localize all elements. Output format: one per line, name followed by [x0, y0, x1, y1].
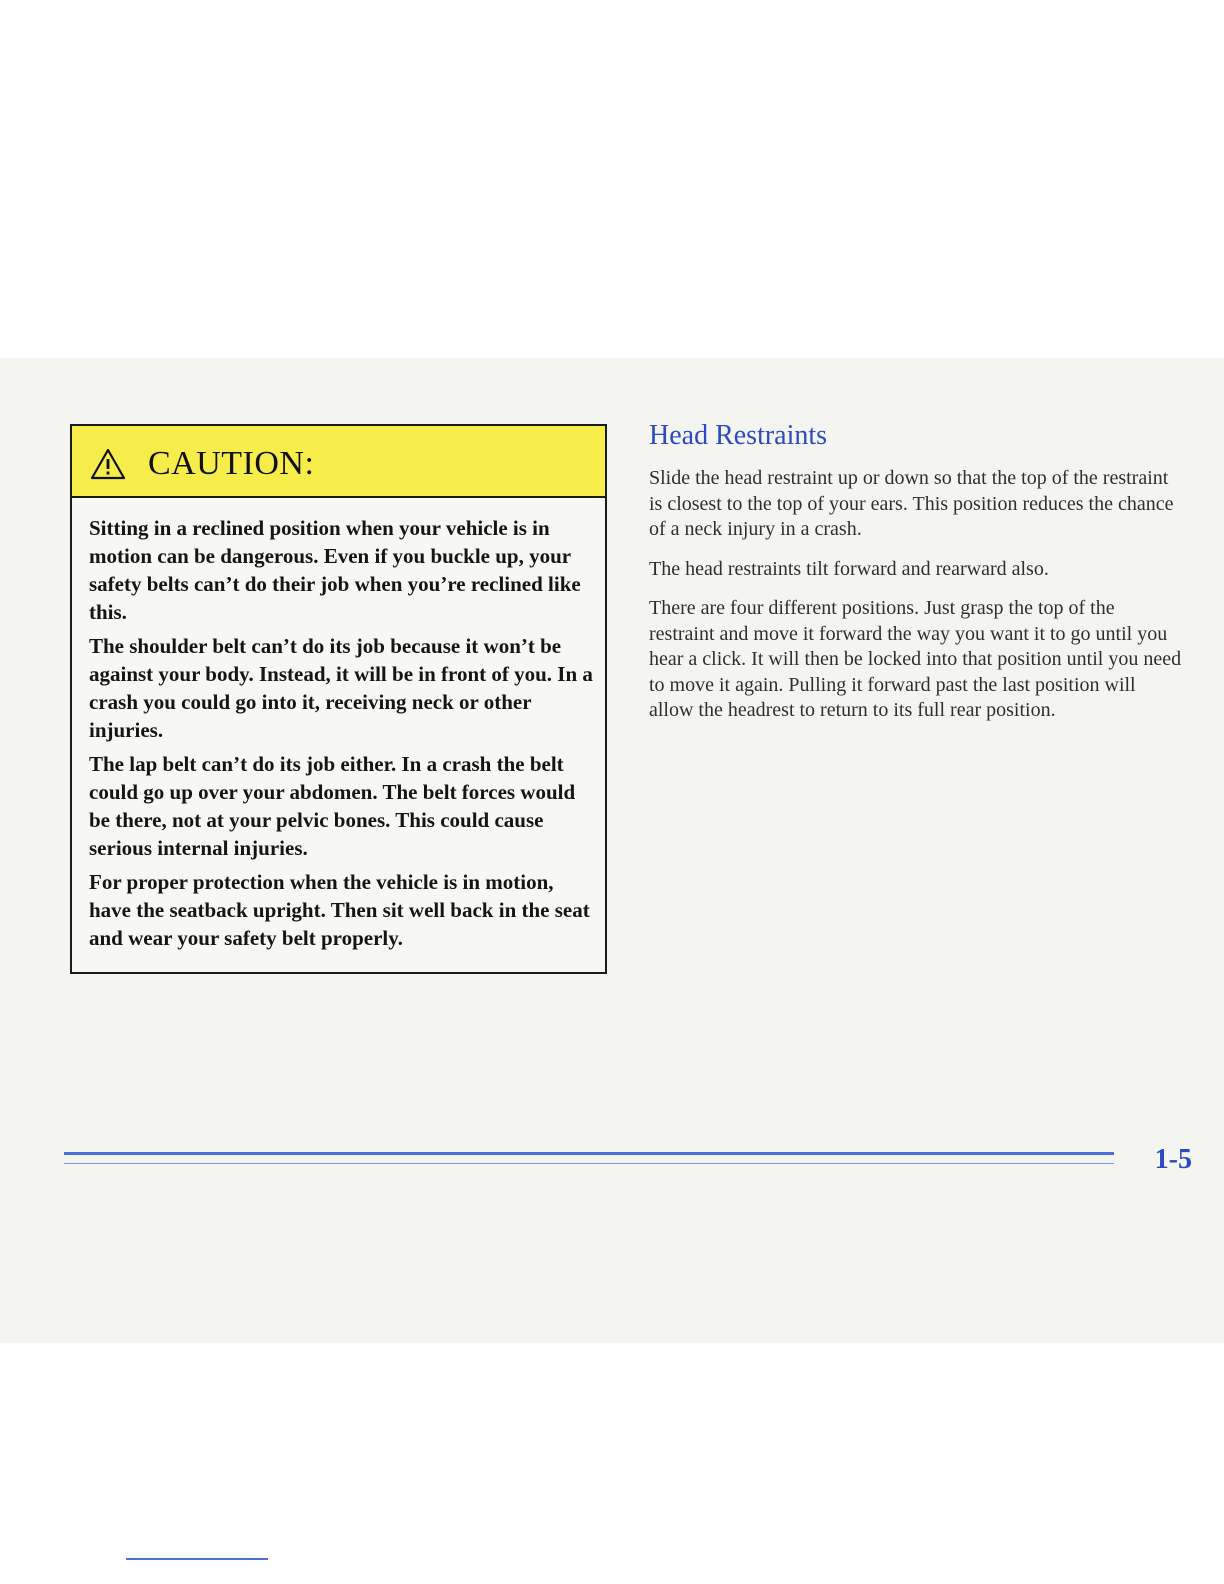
caution-paragraph: The lap belt can’t do its job either. In a crash the belt could go up over your abdomen. The belt forces would be there, not at your pelvic bones. This could cause serious internal injuries. — [89, 752, 576, 860]
head-restraints-section — [649, 420, 1184, 738]
page-number: 1-5 — [1154, 1144, 1192, 1175]
caution-title: CAUTION: — [148, 445, 315, 482]
body-paragraph: Slide the head restraint up or down so that the top of the restraint is closest to the top of your ears. This position reduces the chance of a neck injury in a crash. — [649, 467, 1174, 540]
caution-header — [72, 426, 605, 498]
bottom-divider — [126, 1558, 268, 1560]
caution-paragraph: Sitting in a reclined position when your vehicle is in motion can be dangerous. Even if you buckle up, your safety belts can’t do their job when you’re reclined like this. — [89, 516, 581, 624]
caution-paragraph: The shoulder belt can’t do its job because it won’t be against your body. Instead, it will be in front of you. In a crash you could go into it, receiving neck or other injuries. — [89, 634, 593, 742]
warning-triangle-icon — [90, 448, 126, 480]
body-paragraph: The head restraints tilt forward and rearward also. — [649, 557, 1049, 580]
body-paragraph: There are four different positions. Just grasp the top of the restraint and move it forward the way you want it to go until you hear a click. It will then be locked into that position until you need to move it again. Pulling it forward past the last position will allow the headrest to return to its full rear position. — [649, 597, 1182, 721]
section-heading: Head Restraints — [649, 420, 828, 451]
footer-rule-thin — [64, 1163, 1114, 1164]
footer-rule — [64, 1152, 1114, 1155]
caution-box — [70, 424, 607, 974]
caution-body — [89, 514, 595, 958]
caution-paragraph: For proper protection when the vehicle is in motion, have the seatback upright. Then sit well back in the seat and wear your safety belt properly. — [89, 870, 590, 950]
